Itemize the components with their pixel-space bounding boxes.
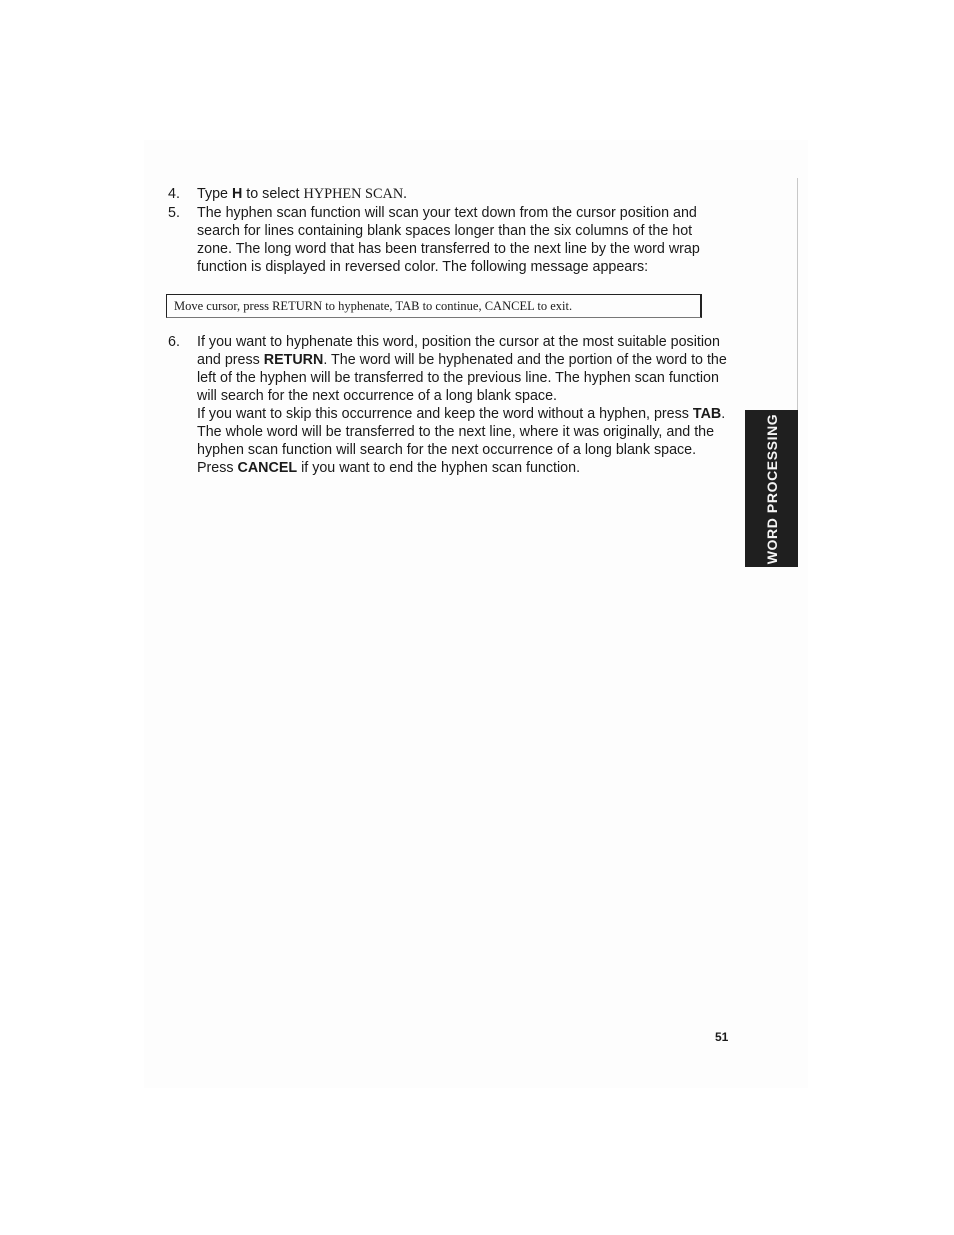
step-text: if you want to end the hyphen scan function.: [297, 460, 581, 476]
step-number: 6.: [168, 334, 180, 350]
step-text: If you want to hyphenate this word, position the cursor at the most suitable position and press: [197, 334, 720, 368]
key-name: H: [231, 186, 243, 202]
page-number: 51: [715, 1030, 729, 1044]
step-text: . The word will be hyphenated and the portion of the word to the left of the hyphen will be transferred to the previous line. The hyphen scan function will search for the next occurrence of a long blank space.: [197, 352, 727, 404]
key-name: CANCEL: [237, 460, 298, 476]
section-tab-label: WORD PROCESSING: [763, 413, 780, 564]
key-name: TAB: [692, 406, 722, 422]
step-text: Press: [197, 460, 238, 476]
step-text: Type: [197, 186, 232, 202]
step-text: to select: [242, 186, 304, 202]
step-paragraph-hyphenate: [197, 333, 728, 405]
step-text: . The whole word will be transferred to the next line, where it was originally, and the hyphen scan function will search for the next occurrence of a long blank space.: [197, 406, 726, 458]
screen-message-text: Move cursor, press RETURN to hyphenate, TAB to continue, CANCEL to exit.: [174, 299, 573, 313]
step-6: [168, 333, 728, 477]
step-text: .: [403, 186, 407, 202]
page-sheet: [144, 140, 808, 1088]
step-4: [168, 185, 728, 203]
key-name: RETURN: [263, 352, 324, 368]
step-text: If you want to skip this occurrence and keep the word without a hyphen, press: [197, 406, 693, 422]
step-text: The hyphen scan function will scan your text down from the cursor position and search for lines containing blank spaces longer than the six columns of the hot zone. The long word that has been transferred to the next line by the word wrap function is displayed in reversed color. The following message appears:: [197, 205, 700, 275]
step-number: 5.: [168, 205, 180, 221]
step-paragraph-skip: [197, 405, 728, 459]
step-5: [168, 204, 728, 276]
step-number: 4.: [168, 186, 180, 202]
step-body: [197, 204, 728, 276]
section-side-tab: [745, 410, 798, 567]
step-paragraph-cancel: [197, 459, 728, 477]
step-body: [197, 185, 728, 203]
step-body: [197, 333, 728, 477]
screen-message-box: [166, 294, 702, 318]
mode-name: HYPHEN SCAN: [303, 186, 404, 202]
margin-rule: [797, 178, 798, 410]
